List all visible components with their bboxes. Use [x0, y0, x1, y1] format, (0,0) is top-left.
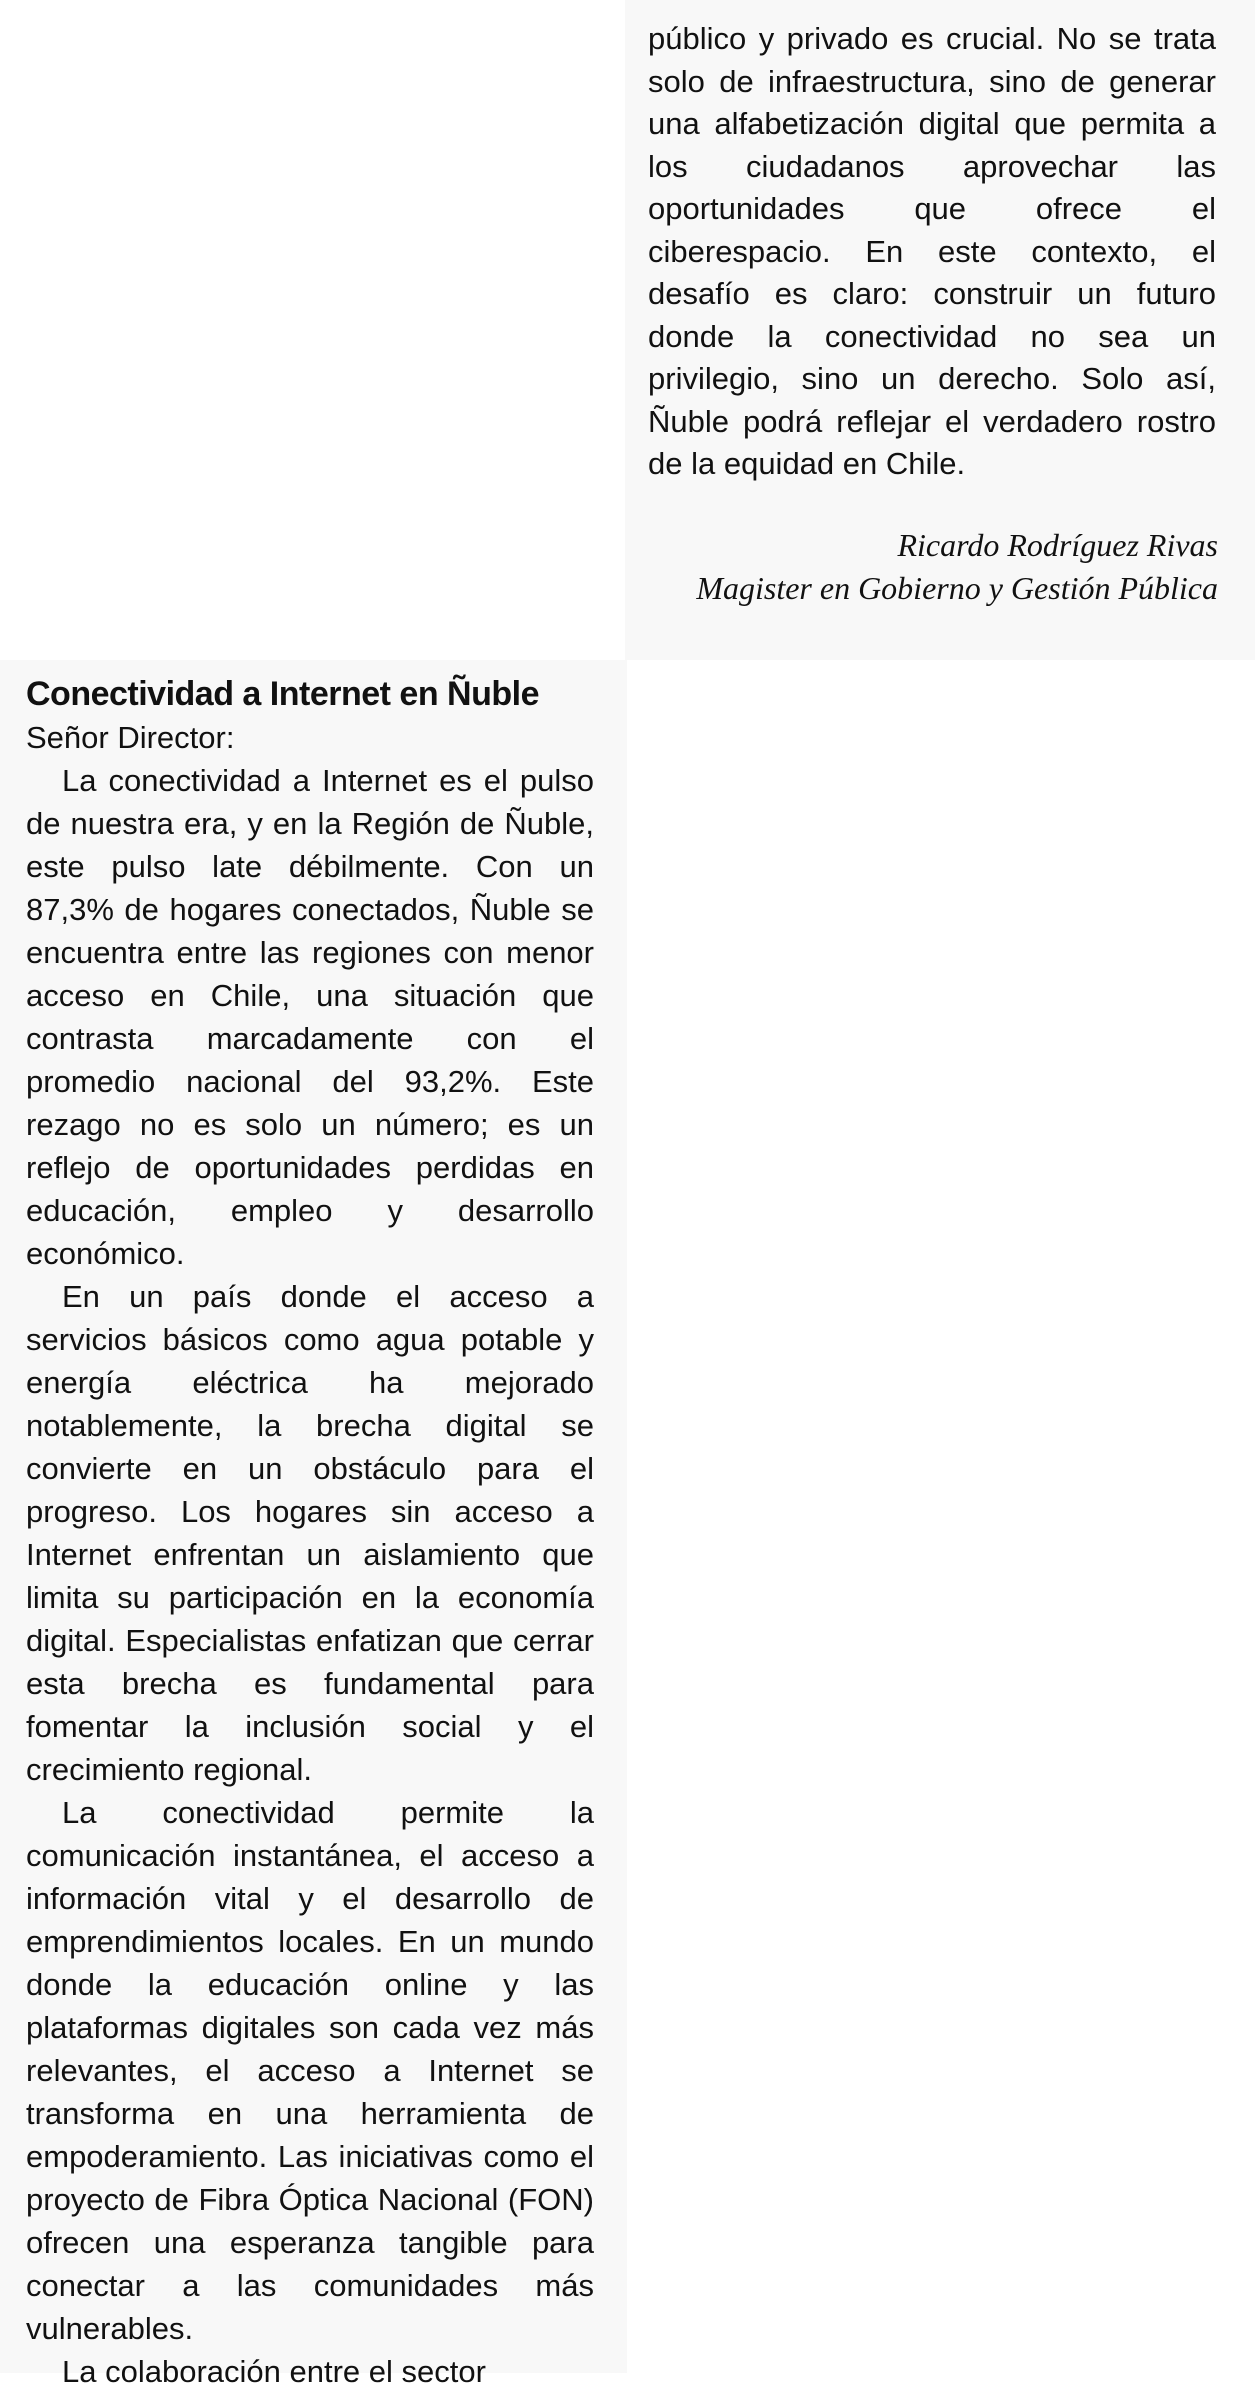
author-title: Magister en Gobierno y Gestión Pública [696, 570, 1218, 606]
letter-paragraph-2: En un país donde el acceso a servicios básicos como agua potable y energía eléctrica ha mejorado notablemente, la brecha digital se convierte en un obstáculo para el progreso. Los hogares sin acceso a Internet enfrentan un aislamiento que limita su participación en la economía digital. Especialistas enfatizan que cerrar esta brecha es fundamental para fomentar la inclusión social y el crecimiento regional. [26, 1279, 594, 1787]
author-name: Ricardo Rodríguez Rivas [897, 527, 1218, 563]
continuation-column [648, 18, 1216, 486]
letter-headline: Conectividad a Internet en Ñuble [26, 675, 539, 713]
continuation-paragraph: público y privado es crucial. No se trata solo de infraestructura, sino de generar una alfabetización digital que permita a los ciudadanos aprovechar las oportunidades que ofrece el ciberespacio. En este contexto, el desafío es claro: construir un futuro donde la conectividad no sea un privilegio, sino un derecho. Solo así, Ñuble podrá reflejar el verdadero rostro de la equidad en Chile. [648, 21, 1216, 481]
letter-column [26, 672, 594, 2393]
letter-salutation: Señor Director: [26, 720, 235, 755]
signature-block [648, 524, 1218, 610]
letter-paragraph-4: La colaboración entre el sector [62, 2354, 486, 2389]
letter-paragraph-3: La conectividad permite la comunicación instantánea, el acceso a información vital y el desarrollo de emprendimientos locales. En un mundo donde la educación online y las plataformas digitales son cada vez más relevantes, el acceso a Internet se transforma en una herramienta de empoderamiento. Las iniciativas como el proyecto de Fibra Óptica Nacional (FON) ofrecen una esperanza tangible para conectar a las comunidades más vulnerables. [26, 1795, 594, 2346]
letter-paragraph-1: La conectividad a Internet es el pulso de nuestra era, y en la Región de Ñuble, este pulso late débilmente. Con un 87,3% de hogares conectados, Ñuble se encuentra entre las regiones con menor acceso en Chile, una situación que contrasta marcadamente con el promedio nacional del 93,2%. Este rezago no es solo un número; es un reflejo de oportunidades perdidas en educación, empleo y desarrollo económico. [26, 763, 594, 1271]
